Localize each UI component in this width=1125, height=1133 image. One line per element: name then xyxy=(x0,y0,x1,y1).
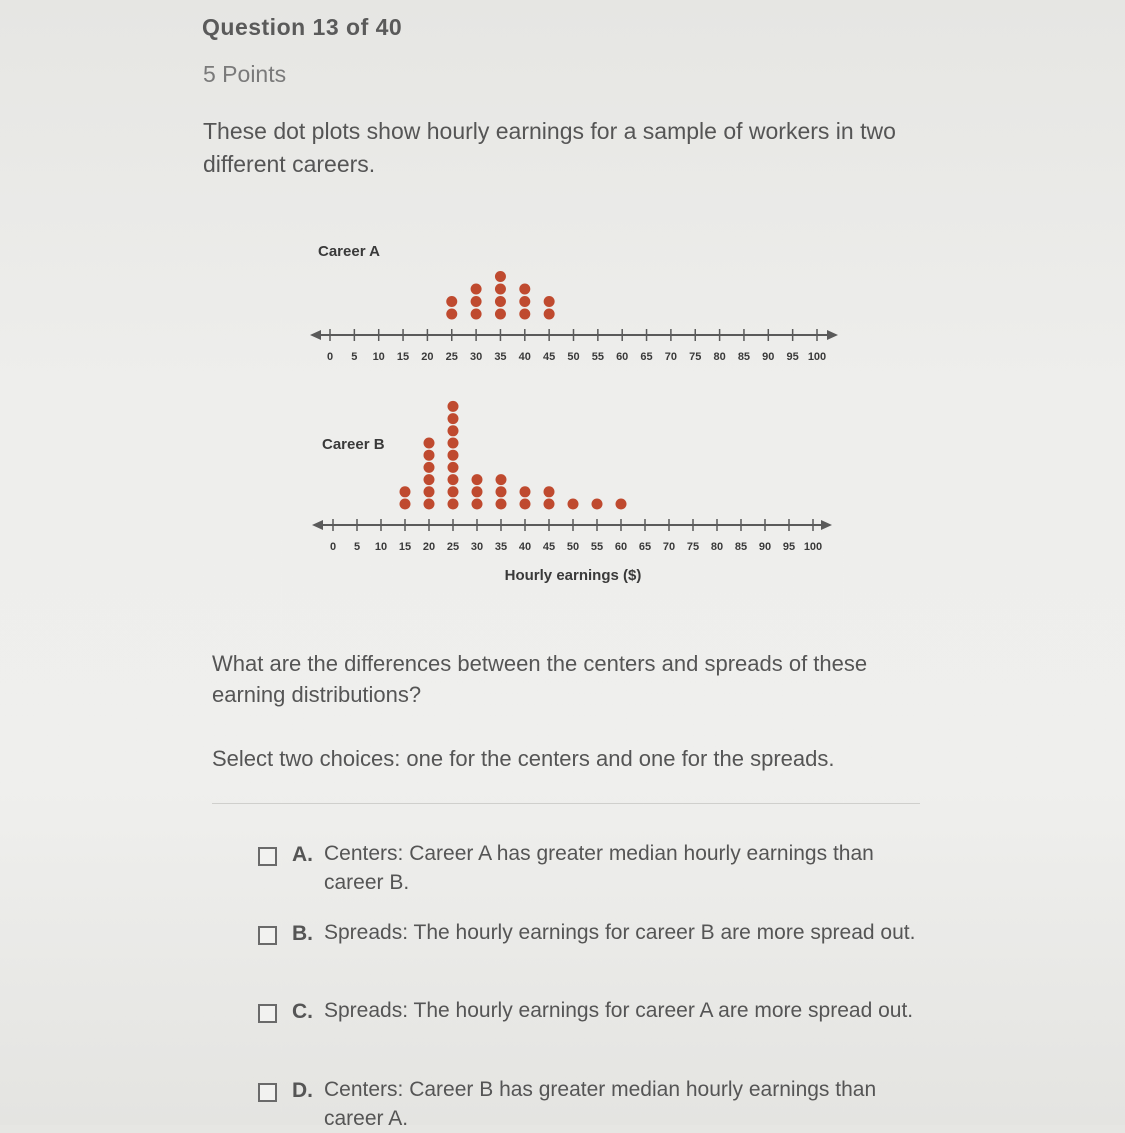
plot-b-xlabel: Hourly earnings ($) xyxy=(504,567,642,584)
plot-b-dot xyxy=(472,499,483,510)
dot-plots-svg xyxy=(300,235,860,595)
plot-b-dot xyxy=(448,499,459,510)
plot-b-tick-label: 50 xyxy=(566,541,580,553)
plot-a-tick-label: 55 xyxy=(591,351,604,363)
plot-a-dot xyxy=(471,309,482,320)
plot-b-dot xyxy=(448,425,459,436)
choice-d-checkbox[interactable] xyxy=(258,1083,277,1102)
plot-b-dot xyxy=(472,486,483,497)
plot-b-tick-label: 15 xyxy=(398,541,412,553)
dot-plots-figure xyxy=(300,235,860,595)
plot-b-tick-label: 90 xyxy=(758,541,772,553)
plot-a-dot xyxy=(519,296,530,307)
plot-a-axis-arrow-right xyxy=(827,330,838,340)
plot-a-dot xyxy=(544,309,555,320)
plot-b-tick-label: 55 xyxy=(590,541,604,553)
plot-a-tick-label: 0 xyxy=(326,351,334,363)
plot-a-dot xyxy=(446,296,457,307)
plot-b-dot xyxy=(424,474,435,485)
plot-a-dot xyxy=(446,309,457,320)
choice-c-text: Spreads: The hourly earnings for career A are more spread out. xyxy=(324,999,914,1022)
plot-b-dot xyxy=(520,499,531,510)
plot-b-tick-label: 100 xyxy=(803,541,823,553)
question-prompt: These dot plots show hourly earnings for a sample of workers in two different careers. xyxy=(203,118,896,177)
plot-a-tick-label: 65 xyxy=(640,351,653,363)
plot-a-tick-label: 90 xyxy=(762,351,775,363)
plot-a-tick-label: 15 xyxy=(396,351,410,363)
choice-d-text: Centers: Career B has greater median hourly earnings than career A. xyxy=(324,1078,877,1130)
plot-b-dot xyxy=(424,486,435,497)
divider xyxy=(212,803,920,804)
plot-b-tick-label: 30 xyxy=(470,541,484,553)
question-counter: Question 13 of 40 xyxy=(202,14,403,40)
plot-b-tick-label: 35 xyxy=(494,541,508,553)
plot-b-dot xyxy=(448,401,459,412)
plot-b-dot xyxy=(424,438,435,449)
plot-a-dot xyxy=(495,271,506,282)
plot-a-tick-label: 80 xyxy=(713,351,726,363)
plot-b-dot xyxy=(448,413,459,424)
plot-a-dot xyxy=(495,309,506,320)
plot-a-tick-label: 20 xyxy=(421,351,434,363)
plot-a-dot xyxy=(471,284,482,295)
plot-b-tick-label: 5 xyxy=(353,541,361,553)
plot-b-dot xyxy=(472,474,483,485)
plot-a-tick-label: 40 xyxy=(518,351,531,363)
choice-b-letter: B. xyxy=(292,922,313,945)
plot-a-tick-label: 30 xyxy=(469,351,483,363)
question-text: What are the differences between the centers and spreads of these earning distributions? xyxy=(212,651,868,707)
points-label: 5 Points xyxy=(203,61,287,87)
plot-b-dot xyxy=(496,486,507,497)
choice-a-checkbox[interactable] xyxy=(258,847,277,866)
plot-b-dot xyxy=(592,499,603,510)
plot-a-tick-label: 70 xyxy=(664,351,678,363)
plot-a-axis-arrow-left xyxy=(310,330,321,340)
plot-b-axis-arrow-right xyxy=(821,520,832,530)
plot-a-dot xyxy=(519,309,530,320)
plot-b-dot xyxy=(448,438,459,449)
plot-b-tick-label: 10 xyxy=(374,541,388,553)
plot-b-dot xyxy=(568,499,579,510)
plot-b-dot xyxy=(544,486,555,497)
plot-b-dot xyxy=(424,462,435,473)
plot-b-dot xyxy=(400,499,411,510)
plot-b-dot xyxy=(544,499,555,510)
plot-b-tick-label: 20 xyxy=(422,541,436,553)
choice-c-letter: C. xyxy=(292,1000,313,1023)
choice-b-text: Spreads: The hourly earnings for career B are more spread out. xyxy=(324,921,916,944)
plot-b-tick-label: 70 xyxy=(662,541,676,553)
plot-b-tick-label: 0 xyxy=(329,541,337,553)
plot-b-dot xyxy=(520,486,531,497)
plot-b-dot xyxy=(448,462,459,473)
plot-b-tick-label: 60 xyxy=(614,541,628,553)
plot-b-tick-label: 25 xyxy=(446,541,460,553)
plot-b-tick-label: 85 xyxy=(734,541,748,553)
plot-b-tick-label: 80 xyxy=(710,541,724,553)
plot-a-dot xyxy=(495,296,506,307)
choice-b-checkbox[interactable] xyxy=(258,926,277,945)
plot-b-dot xyxy=(448,450,459,461)
plot-b-tick-label: 95 xyxy=(782,541,796,553)
plot-b-tick-label: 45 xyxy=(542,541,556,553)
plot-a-tick-label: 10 xyxy=(372,351,385,363)
plot-b-dot xyxy=(424,450,435,461)
plot-b-title: Career B xyxy=(322,436,385,453)
choice-d-letter: D. xyxy=(292,1079,313,1102)
plot-a-dot xyxy=(495,284,506,295)
plot-a-tick-label: 35 xyxy=(494,351,507,363)
plot-b-dot xyxy=(448,474,459,485)
plot-b-tick-label: 40 xyxy=(518,541,532,553)
plot-a-tick-label: 85 xyxy=(737,351,751,363)
plot-a-tick-label: 5 xyxy=(351,351,358,363)
plot-a-title: Career A xyxy=(318,243,380,260)
plot-b-tick-label: 75 xyxy=(686,541,700,553)
plot-a-tick-label: 95 xyxy=(786,351,799,363)
plot-a-dot xyxy=(471,296,482,307)
plot-b-dot xyxy=(424,499,435,510)
plot-b-axis-arrow-left xyxy=(312,520,323,530)
plot-b-dot xyxy=(400,486,411,497)
plot-a-tick-label: 100 xyxy=(807,351,827,363)
plot-a-tick-label: 60 xyxy=(616,351,629,363)
plot-a-tick-label: 25 xyxy=(445,351,458,363)
plot-b-dot xyxy=(496,474,507,485)
plot-a-dot xyxy=(544,296,555,307)
choice-c-checkbox[interactable] xyxy=(258,1004,277,1023)
choice-a-text: Centers: Career A has greater median hourly earnings than career B. xyxy=(324,842,874,894)
instruction-text: Select two choices: one for the centers and one for the spreads. xyxy=(212,746,835,771)
plot-a-tick-label: 50 xyxy=(567,351,580,363)
plot-b-dot xyxy=(616,499,627,510)
plot-a-dot xyxy=(519,284,530,295)
plot-b-dot xyxy=(496,499,507,510)
plot-b-dot xyxy=(448,486,459,497)
choice-a-letter: A. xyxy=(292,843,313,866)
plot-a-tick-label: 45 xyxy=(543,351,556,363)
plot-a-tick-label: 75 xyxy=(689,351,702,363)
plot-b-tick-label: 65 xyxy=(638,541,652,553)
